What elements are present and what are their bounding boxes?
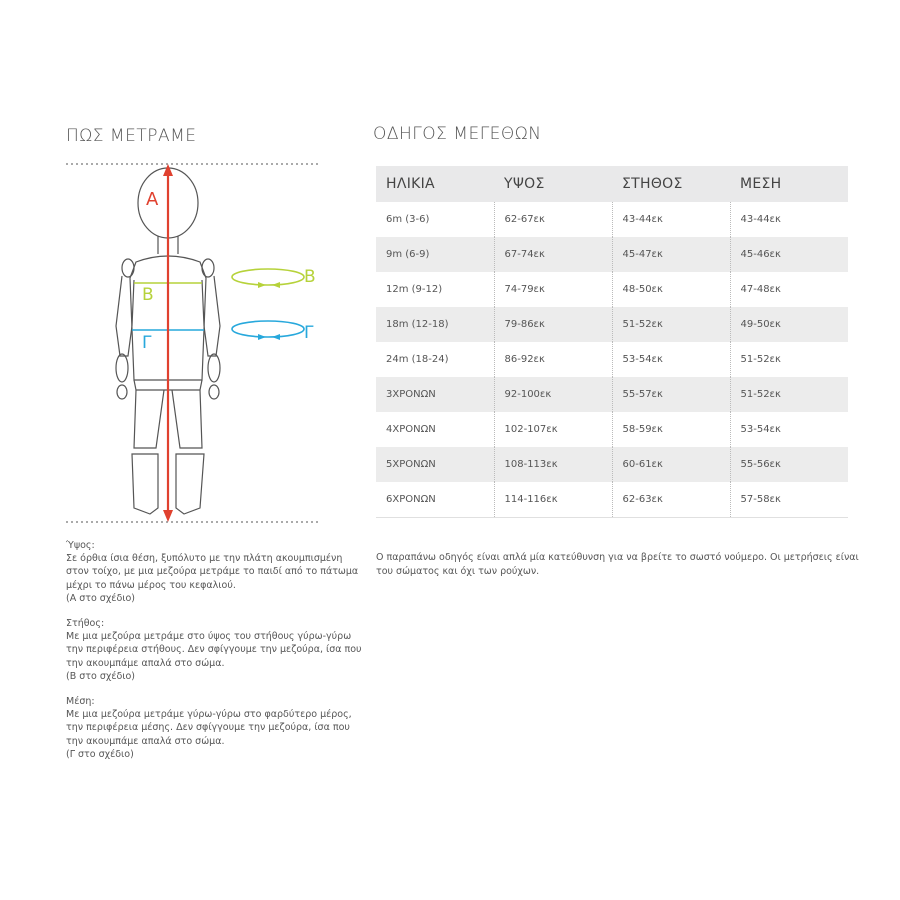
cell-chest: 62-63εκ: [612, 482, 730, 518]
cell-chest: 51-52εκ: [612, 307, 730, 342]
header-waist: ΜΕΣΗ: [730, 166, 848, 202]
table-row: [376, 307, 848, 342]
cell-waist: 43-44εκ: [730, 202, 848, 237]
cell-age: 24m (18-24): [386, 354, 449, 365]
cell-waist: 49-50εκ: [730, 307, 848, 342]
cell-height: 67-74εκ: [494, 237, 612, 272]
note-line: την περιφέρεια μέσης. Δεν σφίγγουμε την μεζούρα, ίσα που: [66, 722, 350, 734]
note-chest: [66, 617, 366, 683]
cell-height: 79-86εκ: [494, 307, 612, 342]
cell-waist: 45-46εκ: [730, 237, 848, 272]
table-row: [376, 202, 848, 237]
header-age: ΗΛΙΚΙΑ: [376, 166, 494, 202]
note-line: (Α στο σχέδιο): [66, 592, 135, 604]
note-line: την ακουμπάμε απαλά στο σώμα.: [66, 657, 225, 669]
size-guide-title: ΟΔΗΓΟΣ ΜΕΓΕΘΩΝ: [373, 124, 542, 144]
chest-loop-icon: [232, 269, 304, 288]
cell-waist: 55-56εκ: [730, 447, 848, 482]
disclaimer-text: Ο παραπάνω οδηγός είναι απλά μία κατεύθυνση για να βρείτε το σωστό νούμερο. Οι μετρήσεις είναι του σώματος και όχι των ρούχων.: [376, 552, 859, 577]
cell-waist: 47-48εκ: [730, 272, 848, 307]
measurement-figure: [60, 158, 360, 528]
cell-chest: 43-44εκ: [612, 202, 730, 237]
note-line: μέχρι το πάνω μέρος του κεφαλιού.: [66, 579, 236, 591]
header-height: ΥΨΟΣ: [494, 166, 612, 202]
table-row: [376, 447, 848, 482]
note-heading: Μέση:: [66, 696, 95, 708]
measurement-notes: [66, 539, 366, 773]
cell-age: 18m (12-18): [376, 307, 494, 342]
note-waist: [66, 695, 366, 761]
note-line: Σε όρθια ίσια θέση, ξυπόλυτο με την πλάτη ακουμπισμένη: [66, 553, 343, 565]
how-we-measure-title: ΠΩΣ ΜΕΤΡΑΜΕ: [66, 126, 197, 146]
cell-age: 4ΧΡΟΝΩΝ: [386, 424, 436, 435]
note-line: Με μια μεζούρα μετράμε στο ύψος του στήθους γύρω-γύρω: [66, 631, 352, 643]
note-line: Με μια μεζούρα μετράμε γύρω-γύρω στο φαρδύτερο μέρος,: [66, 709, 352, 721]
cell-chest: 60-61εκ: [612, 447, 730, 482]
cell-age: 6ΧΡΟΝΩΝ: [376, 482, 494, 518]
cell-waist: 51-52εκ: [730, 342, 848, 377]
cell-waist: 57-58εκ: [730, 482, 848, 518]
cell-age: 6m (3-6): [386, 214, 430, 225]
cell-height: 74-79εκ: [494, 272, 612, 307]
cell-waist: 53-54εκ: [730, 412, 848, 447]
cell-age: 5ΧΡΟΝΩΝ: [376, 447, 494, 482]
note-line: την ακουμπάμε απαλά στο σώμα.: [66, 735, 225, 747]
label-chest-inner: Β: [142, 285, 154, 305]
note-heading: Στήθος:: [66, 618, 105, 630]
cell-height: 102-107εκ: [494, 412, 612, 447]
label-height: Α: [146, 189, 159, 210]
cell-chest: 48-50εκ: [612, 272, 730, 307]
cell-height: 62-67εκ: [494, 202, 612, 237]
table-row: [376, 482, 848, 518]
cell-waist: 51-52εκ: [730, 377, 848, 412]
cell-chest: 45-47εκ: [612, 237, 730, 272]
waist-loop-icon: [232, 321, 304, 340]
table-row: [376, 342, 848, 377]
note-line: (Γ στο σχέδιο): [66, 748, 134, 760]
table-row: [376, 272, 848, 307]
table-row: [376, 412, 848, 447]
note-heading: Ύψος:: [66, 540, 95, 551]
height-arrow: [163, 164, 173, 522]
table-header-row: [376, 166, 848, 202]
cell-chest: 53-54εκ: [612, 342, 730, 377]
cell-chest: 58-59εκ: [612, 412, 730, 447]
cell-height: 108-113εκ: [494, 447, 612, 482]
cell-height: 86-92εκ: [494, 342, 612, 377]
cell-chest: 55-57εκ: [612, 377, 730, 412]
note-line: στον τοίχο, με μια μεζούρα μετράμε το παιδί από το πάτωμα: [66, 566, 359, 578]
table-row: [376, 237, 848, 272]
size-table: [376, 166, 848, 518]
note-line: (Β στο σχέδιο): [66, 670, 136, 682]
cell-age: 12m (9-12): [386, 284, 443, 295]
header-chest: ΣΤΗΘΟΣ: [612, 166, 730, 202]
note-line: την περιφέρεια στήθους. Δεν σφίγγουμε την μεζούρα, ίσα που: [66, 644, 362, 656]
label-waist-outer: Γ: [304, 323, 314, 343]
cell-height: 92-100εκ: [494, 377, 612, 412]
label-chest-outer: Β: [304, 267, 316, 287]
table-row: [376, 377, 848, 412]
cell-age: 3ΧΡΟΝΩΝ: [376, 377, 494, 412]
cell-height: 114-116εκ: [494, 482, 612, 518]
note-height: [66, 539, 366, 605]
cell-age: 9m (6-9): [376, 237, 494, 272]
label-waist-inner: Γ: [142, 333, 152, 353]
